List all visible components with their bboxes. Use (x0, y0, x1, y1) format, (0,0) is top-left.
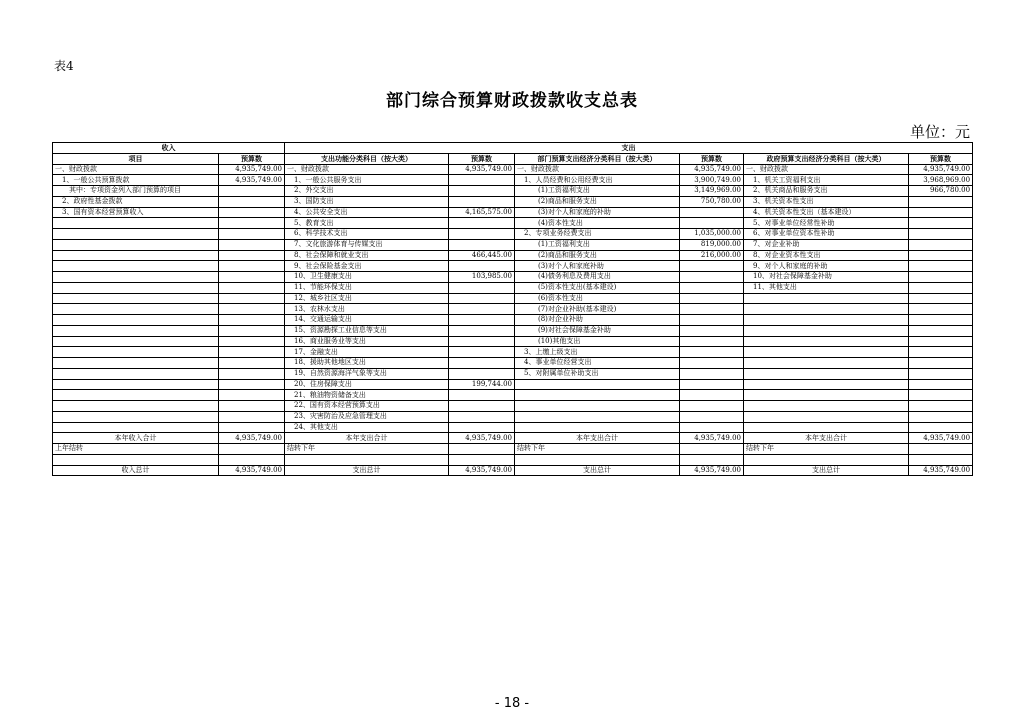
amount-cell: 3,149,969.00 (680, 186, 744, 197)
table-row (53, 164, 973, 175)
amount-cell (909, 368, 973, 379)
amount-cell: 4,935,749.00 (449, 465, 515, 476)
amount-cell (680, 358, 744, 369)
table-row (53, 368, 973, 379)
table-row (53, 422, 973, 433)
item-cell: (2)商品和服务支出 (515, 196, 680, 207)
amount-cell (449, 315, 515, 326)
amount-cell (219, 411, 285, 422)
amount-cell (909, 411, 973, 422)
amount-cell (680, 422, 744, 433)
item-cell (53, 325, 219, 336)
item-cell (53, 250, 219, 261)
item-cell (53, 304, 219, 315)
amount-cell (449, 336, 515, 347)
amount-cell (219, 401, 285, 412)
table-row (53, 229, 973, 240)
amount-cell (909, 293, 973, 304)
amount-cell (680, 401, 744, 412)
amount-cell (449, 411, 515, 422)
item-cell: 2、机关商品和服务支出 (744, 186, 909, 197)
amount-cell: 966,780.00 (909, 186, 973, 197)
amount-cell: 4,935,749.00 (909, 164, 973, 175)
table-row (53, 282, 973, 293)
amount-cell (909, 272, 973, 283)
item-cell: (4)资本性支出 (515, 218, 680, 229)
item-cell: 一、财政拨款 (744, 164, 909, 175)
amount-cell: 4,935,749.00 (219, 433, 285, 444)
column-header: 预算数 (219, 153, 285, 164)
table-row (53, 390, 973, 401)
item-cell: 11、其他支出 (744, 282, 909, 293)
item-cell: 15、资源勘探工业信息等支出 (285, 325, 449, 336)
amount-cell (909, 315, 973, 326)
item-cell: 18、援助其他地区支出 (285, 358, 449, 369)
amount-cell (909, 325, 973, 336)
item-cell: 支出总计 (744, 465, 909, 476)
amount-cell (449, 175, 515, 186)
table-row (53, 293, 973, 304)
amount-cell (909, 444, 973, 455)
amount-cell (449, 390, 515, 401)
amount-cell (680, 293, 744, 304)
item-cell (53, 358, 219, 369)
amount-cell (680, 347, 744, 358)
amount-cell (449, 401, 515, 412)
amount-cell (219, 325, 285, 336)
item-cell: 2、政府性基金拨款 (53, 196, 219, 207)
amount-cell (219, 282, 285, 293)
amount-cell (909, 196, 973, 207)
empty-cell (219, 454, 285, 465)
item-cell: 10、卫生健康支出 (285, 272, 449, 283)
item-cell: (10)其他支出 (515, 336, 680, 347)
amount-cell (449, 196, 515, 207)
amount-cell (680, 390, 744, 401)
item-cell (744, 368, 909, 379)
item-cell: 本年支出合计 (515, 433, 680, 444)
item-cell: (1)工资福利支出 (515, 186, 680, 197)
amount-cell (680, 325, 744, 336)
item-cell (53, 336, 219, 347)
column-header: 预算数 (680, 153, 744, 164)
spacer-row (53, 454, 973, 465)
amount-cell: 4,935,749.00 (219, 175, 285, 186)
amount-cell: 819,000.00 (680, 239, 744, 250)
amount-cell (219, 207, 285, 218)
amount-cell: 4,935,749.00 (680, 465, 744, 476)
amount-cell: 4,935,749.00 (449, 433, 515, 444)
amount-cell (909, 250, 973, 261)
item-cell: 4、公共安全支出 (285, 207, 449, 218)
amount-cell (449, 229, 515, 240)
item-cell (515, 422, 680, 433)
amount-cell: 199,744.00 (449, 379, 515, 390)
amount-cell (909, 304, 973, 315)
item-cell (515, 401, 680, 412)
item-cell (53, 261, 219, 272)
item-cell (744, 411, 909, 422)
item-cell: 本年支出合计 (744, 433, 909, 444)
item-cell: 5、教育支出 (285, 218, 449, 229)
item-cell: 收入总计 (53, 465, 219, 476)
amount-cell: 216,000.00 (680, 250, 744, 261)
amount-cell (909, 422, 973, 433)
amount-cell (909, 229, 973, 240)
item-cell (744, 304, 909, 315)
table-row (53, 272, 973, 283)
item-cell: 13、农林水支出 (285, 304, 449, 315)
table-row (53, 411, 973, 422)
item-cell: 10、对社会保障基金补助 (744, 272, 909, 283)
amount-cell (449, 282, 515, 293)
amount-cell (219, 390, 285, 401)
item-cell: 支出总计 (515, 465, 680, 476)
amount-cell (909, 336, 973, 347)
table-row (53, 336, 973, 347)
table-row (53, 401, 973, 412)
item-cell (515, 379, 680, 390)
item-cell: (3)对个人和家庭的补助 (515, 207, 680, 218)
budget-summary-table (52, 142, 973, 476)
amount-cell (449, 325, 515, 336)
empty-cell (515, 454, 680, 465)
amount-cell (219, 347, 285, 358)
amount-cell (219, 229, 285, 240)
item-cell (53, 401, 219, 412)
amount-cell (219, 272, 285, 283)
item-cell: 3、上缴上级支出 (515, 347, 680, 358)
item-cell: 24、其他支出 (285, 422, 449, 433)
amount-cell (909, 218, 973, 229)
item-cell: 16、商业服务业等支出 (285, 336, 449, 347)
amount-cell: 466,445.00 (449, 250, 515, 261)
item-cell: 8、社会保障和就业支出 (285, 250, 449, 261)
item-cell: 结转下年 (285, 444, 449, 455)
item-cell (744, 390, 909, 401)
item-cell (53, 347, 219, 358)
item-cell: (6)资本性支出 (515, 293, 680, 304)
item-cell: 9、对个人和家庭的补助 (744, 261, 909, 272)
amount-cell (680, 261, 744, 272)
item-cell: 本年收入合计 (53, 433, 219, 444)
amount-cell (909, 358, 973, 369)
amount-cell: 4,935,749.00 (219, 465, 285, 476)
amount-cell (449, 218, 515, 229)
item-cell: 2、专项业务经费支出 (515, 229, 680, 240)
amount-cell (680, 411, 744, 422)
table-row (53, 196, 973, 207)
empty-cell (53, 454, 219, 465)
table-row (53, 261, 973, 272)
item-cell: 4、机关资本性支出（基本建设） (744, 207, 909, 218)
amount-cell: 3,968,969.00 (909, 175, 973, 186)
column-header: 部门预算支出经济分类科目（按大类） (515, 153, 680, 164)
item-cell: 17、金融支出 (285, 347, 449, 358)
table-row (53, 218, 973, 229)
amount-cell (449, 358, 515, 369)
amount-cell: 103,985.00 (449, 272, 515, 283)
amount-cell: 4,935,749.00 (680, 433, 744, 444)
item-cell: 上年结转 (53, 444, 219, 455)
subtotal-row (53, 433, 973, 444)
amount-cell (449, 368, 515, 379)
column-header: 支出功能分类科目（按大类） (285, 153, 449, 164)
item-cell (53, 293, 219, 304)
column-header: 预算数 (449, 153, 515, 164)
item-cell: 5、对附属单位补助支出 (515, 368, 680, 379)
amount-cell: 4,935,749.00 (909, 465, 973, 476)
item-cell: 9、社会保险基金支出 (285, 261, 449, 272)
amount-cell (680, 444, 744, 455)
item-cell: 2、外交支出 (285, 186, 449, 197)
column-header: 政府预算支出经济分类科目（按大类） (744, 153, 909, 164)
amount-cell (219, 186, 285, 197)
item-cell (53, 239, 219, 250)
column-header: 项目 (53, 153, 219, 164)
item-cell: 一、财政拨款 (285, 164, 449, 175)
amount-cell (909, 379, 973, 390)
item-cell: 23、灾害防治及应急管理支出 (285, 411, 449, 422)
item-cell: (5)资本性支出(基本建设) (515, 282, 680, 293)
amount-cell (219, 358, 285, 369)
amount-cell (680, 315, 744, 326)
item-cell: (7)对企业补助(基本建设) (515, 304, 680, 315)
item-cell: 21、粮油物资储备支出 (285, 390, 449, 401)
item-cell: 7、对企业补助 (744, 239, 909, 250)
amount-cell (219, 304, 285, 315)
item-cell (744, 293, 909, 304)
item-cell: 结转下年 (744, 444, 909, 455)
item-cell: (1)工资福利支出 (515, 239, 680, 250)
page-number: - 18 - (494, 696, 530, 711)
amount-cell (219, 261, 285, 272)
item-cell: 一、财政拨款 (53, 164, 219, 175)
amount-cell (909, 347, 973, 358)
item-cell: 1、人员经费和公用经费支出 (515, 175, 680, 186)
item-cell (53, 229, 219, 240)
item-cell (515, 411, 680, 422)
table-row (53, 315, 973, 326)
empty-cell (680, 454, 744, 465)
item-cell (744, 336, 909, 347)
table-row (53, 347, 973, 358)
income-group-header: 收入 (53, 143, 285, 154)
amount-cell (219, 336, 285, 347)
table-row (53, 186, 973, 197)
amount-cell (680, 207, 744, 218)
table-row (53, 358, 973, 369)
item-cell: 支出总计 (285, 465, 449, 476)
item-cell (53, 315, 219, 326)
item-cell: 4、事业单位经营支出 (515, 358, 680, 369)
amount-cell (680, 282, 744, 293)
amount-cell (219, 239, 285, 250)
table-row (53, 239, 973, 250)
item-cell (53, 422, 219, 433)
item-cell: 结转下年 (515, 444, 680, 455)
item-cell: 22、国有资本经营预算支出 (285, 401, 449, 412)
item-cell: (9)对社会保障基金补助 (515, 325, 680, 336)
item-cell: 20、住房保障支出 (285, 379, 449, 390)
item-cell: 1、一般公共预算拨款 (53, 175, 219, 186)
item-cell (53, 379, 219, 390)
empty-cell (909, 454, 973, 465)
total-row (53, 465, 973, 476)
item-cell: 1、一般公共服务支出 (285, 175, 449, 186)
amount-cell (680, 272, 744, 283)
table-row (53, 175, 973, 186)
carryover-row (53, 444, 973, 455)
amount-cell (909, 401, 973, 412)
amount-cell (680, 218, 744, 229)
item-cell (744, 347, 909, 358)
amount-cell (219, 196, 285, 207)
amount-cell (219, 368, 285, 379)
item-cell: 19、自然资源海洋气象等支出 (285, 368, 449, 379)
amount-cell (680, 379, 744, 390)
amount-cell (909, 239, 973, 250)
item-cell (53, 411, 219, 422)
amount-cell (219, 218, 285, 229)
item-cell: 本年支出合计 (285, 433, 449, 444)
item-cell: 3、国有资本经营预算收入 (53, 207, 219, 218)
amount-cell (449, 422, 515, 433)
item-cell (53, 368, 219, 379)
amount-cell: 4,165,575.00 (449, 207, 515, 218)
amount-cell (219, 379, 285, 390)
table-row (53, 207, 973, 218)
amount-cell (449, 186, 515, 197)
item-cell: (4)债务利息及费用支出 (515, 272, 680, 283)
item-cell: 3、机关资本性支出 (744, 196, 909, 207)
amount-cell: 4,935,749.00 (909, 433, 973, 444)
amount-cell (909, 207, 973, 218)
item-cell: 其中：专项资金列入部门预算的项目 (53, 186, 219, 197)
table-row (53, 304, 973, 315)
amount-cell (909, 261, 973, 272)
item-cell: (2)商品和服务支出 (515, 250, 680, 261)
amount-cell: 1,035,000.00 (680, 229, 744, 240)
unit-label: 单位：元 (909, 123, 970, 141)
item-cell: 14、交通运输支出 (285, 315, 449, 326)
item-cell (53, 272, 219, 283)
empty-cell (285, 454, 449, 465)
amount-cell (219, 293, 285, 304)
item-cell (744, 315, 909, 326)
empty-cell (744, 454, 909, 465)
item-cell (744, 422, 909, 433)
amount-cell (680, 368, 744, 379)
table-row (53, 325, 973, 336)
amount-cell (449, 239, 515, 250)
empty-cell (449, 454, 515, 465)
amount-cell (449, 347, 515, 358)
item-cell (515, 390, 680, 401)
column-header: 预算数 (909, 153, 973, 164)
amount-cell (219, 315, 285, 326)
item-cell: 11、节能环保支出 (285, 282, 449, 293)
document-title: 部门综合预算财政拨款收支总表 (386, 91, 638, 111)
item-cell (744, 379, 909, 390)
item-cell: 8、对企业资本性支出 (744, 250, 909, 261)
item-cell: 一、财政拨款 (515, 164, 680, 175)
item-cell: 3、国防支出 (285, 196, 449, 207)
item-cell (53, 282, 219, 293)
amount-cell (680, 336, 744, 347)
amount-cell: 750,780.00 (680, 196, 744, 207)
amount-cell (449, 444, 515, 455)
amount-cell (909, 282, 973, 293)
item-cell: (3)对个人和家庭补助 (515, 261, 680, 272)
item-cell (53, 218, 219, 229)
amount-cell: 4,935,749.00 (219, 164, 285, 175)
amount-cell (219, 250, 285, 261)
item-cell: 7、文化旅游体育与传媒支出 (285, 239, 449, 250)
table-row (53, 379, 973, 390)
item-cell: 12、城乡社区支出 (285, 293, 449, 304)
amount-cell: 4,935,749.00 (449, 164, 515, 175)
item-cell: 1、机关工资福利支出 (744, 175, 909, 186)
item-cell: 6、对事业单位资本性补助 (744, 229, 909, 240)
expense-group-header: 支出 (285, 143, 973, 154)
item-cell (744, 358, 909, 369)
amount-cell (680, 304, 744, 315)
item-cell (53, 390, 219, 401)
item-cell: 6、科学技术支出 (285, 229, 449, 240)
amount-cell (219, 422, 285, 433)
amount-cell: 3,900,749.00 (680, 175, 744, 186)
amount-cell (449, 261, 515, 272)
table-row (53, 250, 973, 261)
amount-cell (909, 390, 973, 401)
table-number-label: 表4 (54, 59, 74, 73)
item-cell: 5、对事业单位经常性补助 (744, 218, 909, 229)
amount-cell (449, 293, 515, 304)
amount-cell (219, 444, 285, 455)
item-cell (744, 325, 909, 336)
amount-cell: 4,935,749.00 (680, 164, 744, 175)
item-cell: (8)对企业补助 (515, 315, 680, 326)
item-cell (744, 401, 909, 412)
amount-cell (449, 304, 515, 315)
